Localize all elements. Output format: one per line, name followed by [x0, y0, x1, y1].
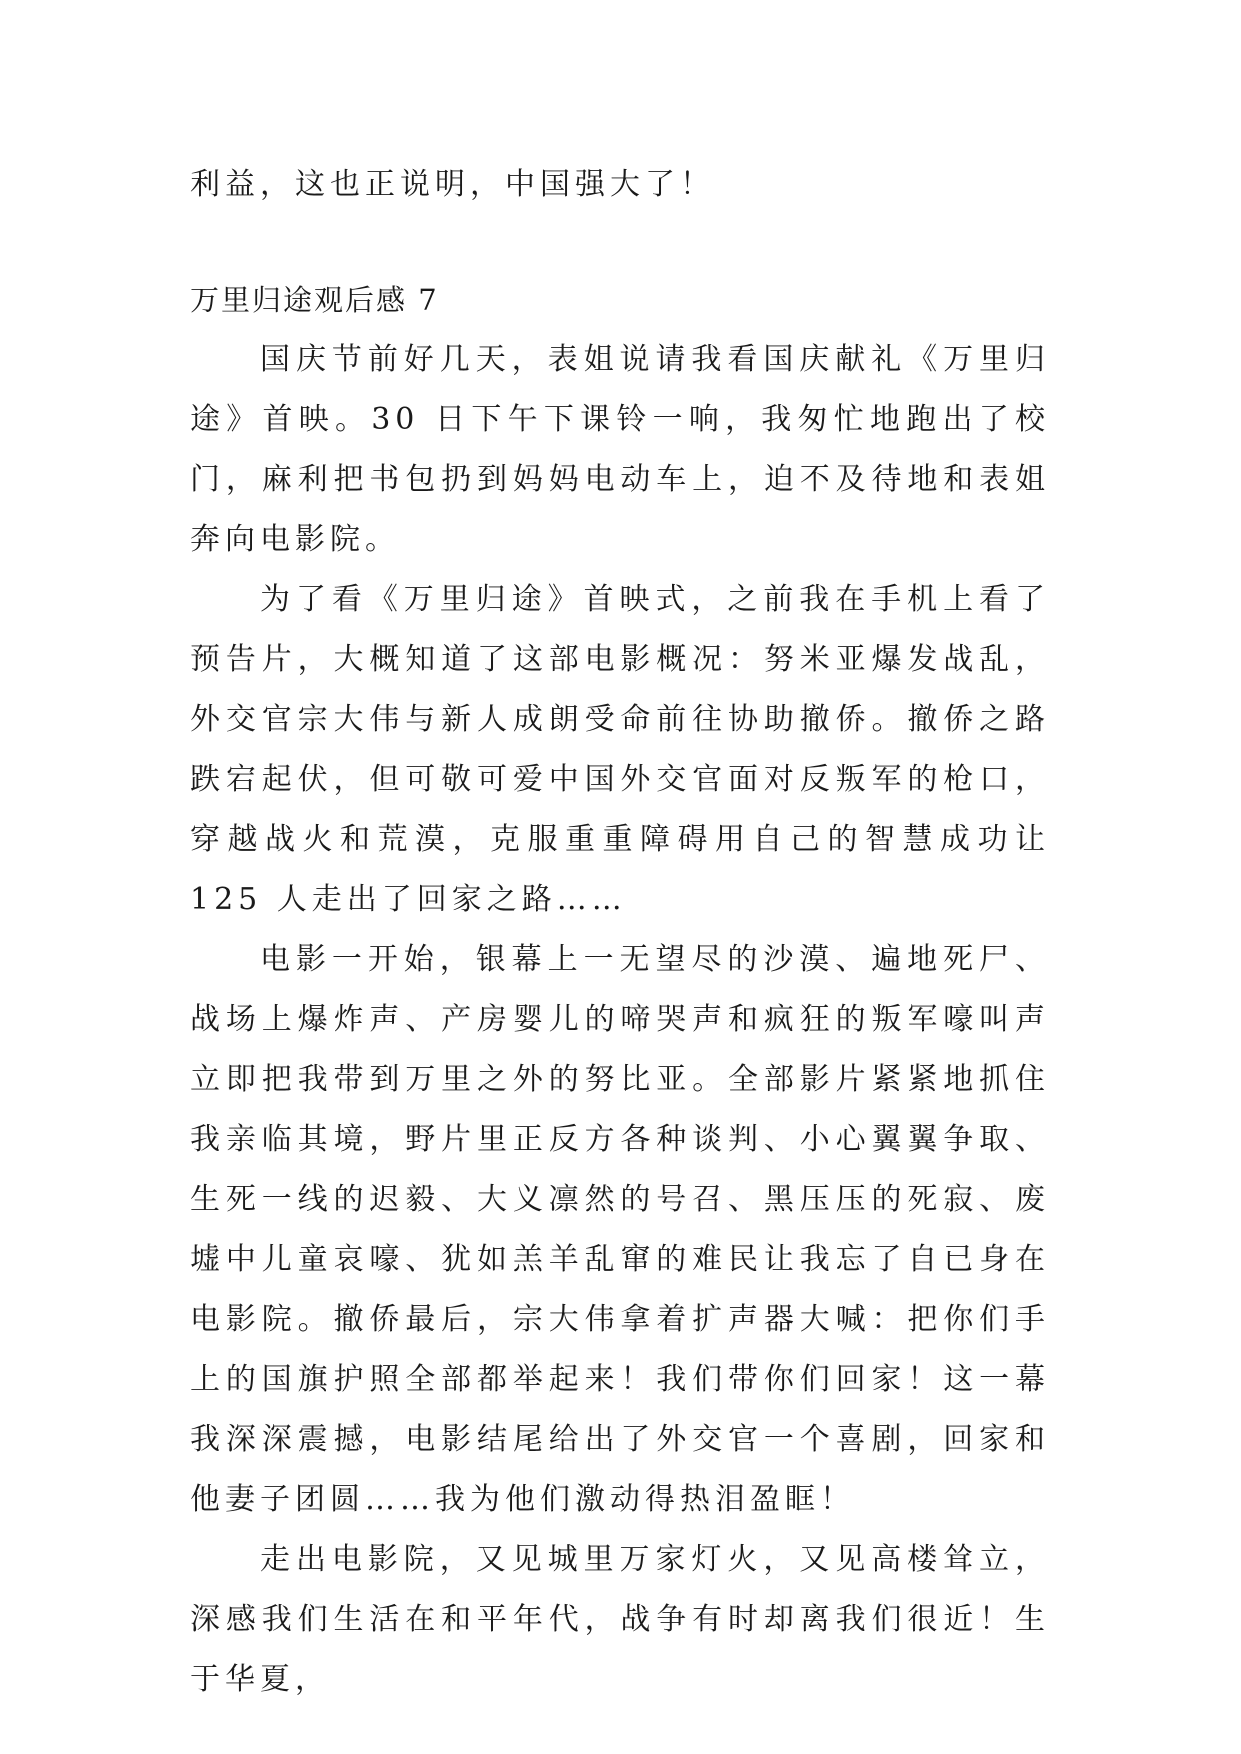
- section-title: 万里归途观后感 7: [190, 283, 439, 317]
- paragraph: 国庆节前好几天，表姐说请我看国庆献礼《万里归途》首映。30 日下午下课铃一响，我匆忙地跑出了校门，麻利把书包扔到妈妈电动车上，迫不及待地和表姐奔向电影院。: [190, 342, 1050, 557]
- continuation-text: 利益，这也正说明，中国强大了！: [190, 167, 715, 202]
- essay-body: [190, 330, 1050, 1710]
- paragraph: 走出电影院，又见城里万家灯火，又见高楼耸立，深感我们生活在和平年代，战争有时却离我们很近！生于华夏，: [190, 1542, 1050, 1697]
- paragraph: 电影一开始，银幕上一无望尽的沙漠、遍地死尸、战场上爆炸声、产房婴儿的啼哭声和疯狂的叛军嚎叫声立即把我带到万里之外的努比亚。全部影片紧紧地抓住我亲临其境，野片里正反方各种谈判、小心翼翼争取、生死一线的迟毅、大义凛然的号召、黑压压的死寂、废墟中儿童哀嚎、犹如羔羊乱窜的难民让我忘了自已身在电影院。撤侨最后，宗大伟拿着扩声器大喊：把你们手上的国旗护照全部都举起来！我们带你们回家！这一幕我深深震撼，电影结尾给出了外交官一个喜剧，回家和他妻子团圆……我为他们激动得热泪盈眶！: [190, 942, 1050, 1517]
- paragraph: 为了看《万里归途》首映式，之前我在手机上看了预告片，大概知道了这部电影概况：努米亚爆发战乱，外交官宗大伟与新人成朗受命前往协助撤侨。撤侨之路跌宕起伏，但可敬可爱中国外交官面对反叛军的枪口，穿越战火和荒漠，克服重重障碍用自己的智慧成功让 125 人走出了回家之路……: [190, 582, 1050, 917]
